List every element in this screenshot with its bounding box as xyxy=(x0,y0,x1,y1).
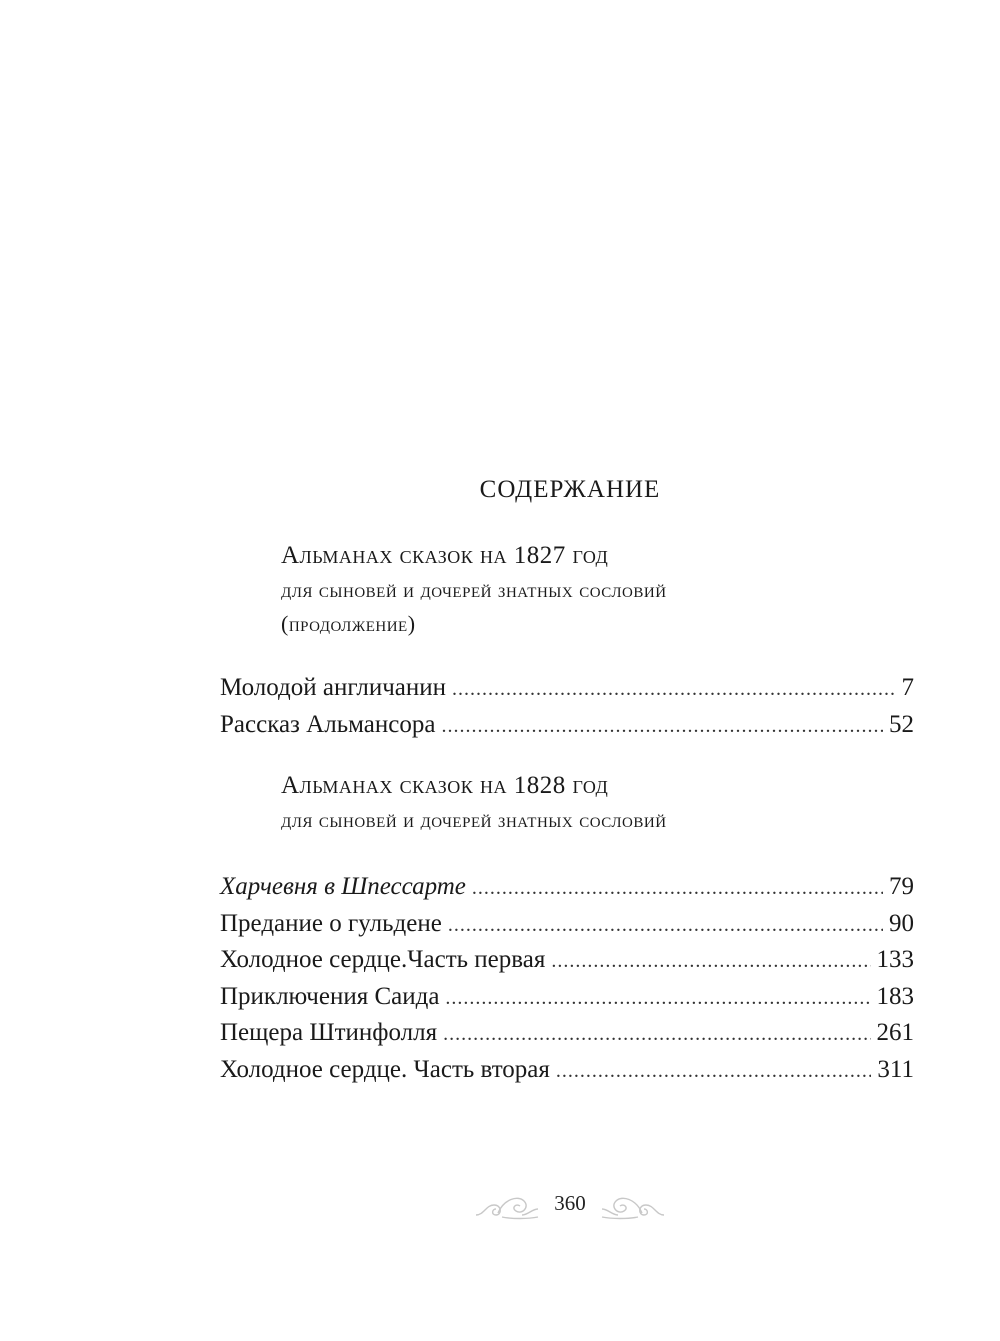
heading-line-subtitle: для сыновей и дочерей знатных сословий xyxy=(281,807,667,832)
toc-entry[interactable] xyxy=(220,1015,914,1052)
toc-entry-page: 133 xyxy=(876,946,914,973)
heading-line-subtitle: для сыновей и дочерей знатных сословий xyxy=(281,577,667,602)
toc-entry[interactable] xyxy=(220,707,914,744)
toc-entry[interactable] xyxy=(220,906,914,943)
toc-list-1827 xyxy=(220,670,914,743)
swirl-ornament-right-icon xyxy=(598,1185,668,1221)
heading-line-title: Альманах сказок на 1828 год xyxy=(281,772,609,799)
page-footer xyxy=(460,1178,680,1228)
dot-leader xyxy=(472,870,883,907)
heading-line-title: Альманах сказок на 1827 год xyxy=(281,542,609,569)
toc-entry-page: 52 xyxy=(889,710,914,738)
toc-entry-title: Холодное сердце. Часть вторая xyxy=(220,1055,550,1083)
toc-entry-page: 90 xyxy=(889,909,914,937)
toc-entry[interactable] xyxy=(220,979,914,1016)
toc-entry-title: Харчевня в Шпессарте xyxy=(220,873,466,900)
toc-entry-title: Приключения Саида xyxy=(220,982,440,1010)
toc-entry[interactable] xyxy=(220,869,914,906)
toc-entry-title: Предание о гульдене xyxy=(220,909,442,937)
dot-leader xyxy=(556,1053,872,1090)
toc-entry-page: 79 xyxy=(889,873,914,900)
toc-entry-title: Пещера Штинфолля xyxy=(220,1019,438,1046)
dot-leader xyxy=(448,907,883,944)
dot-leader xyxy=(441,708,883,745)
heading-line-note: (продолжение) xyxy=(281,611,416,636)
toc-entry-title: Рассказ Альмансора xyxy=(220,710,436,738)
toc-entry-title: Молодой англичанин xyxy=(220,674,447,701)
dot-leader xyxy=(445,980,870,1017)
page-title: СОДЕРЖАНИЕ xyxy=(479,476,661,503)
dot-leader xyxy=(551,943,870,980)
toc-entry-page: 261 xyxy=(876,1019,914,1046)
swirl-ornament-left-icon xyxy=(472,1185,542,1221)
toc-entry-title: Холодное сердце.Часть первая xyxy=(220,946,546,973)
toc-entry[interactable] xyxy=(220,670,914,707)
dot-leader xyxy=(443,1016,870,1053)
section-heading-1827 xyxy=(281,539,841,641)
toc-entry-page: 311 xyxy=(877,1055,914,1083)
toc-entry-page: 7 xyxy=(901,674,914,701)
section-heading-1828 xyxy=(281,769,841,837)
toc-entry[interactable] xyxy=(220,942,914,979)
toc-entry[interactable] xyxy=(220,1052,914,1089)
page-number: 360 xyxy=(554,1190,586,1215)
dot-leader xyxy=(452,671,895,708)
toc-list-1828 xyxy=(220,869,914,1088)
toc-entry-page: 183 xyxy=(876,982,914,1010)
